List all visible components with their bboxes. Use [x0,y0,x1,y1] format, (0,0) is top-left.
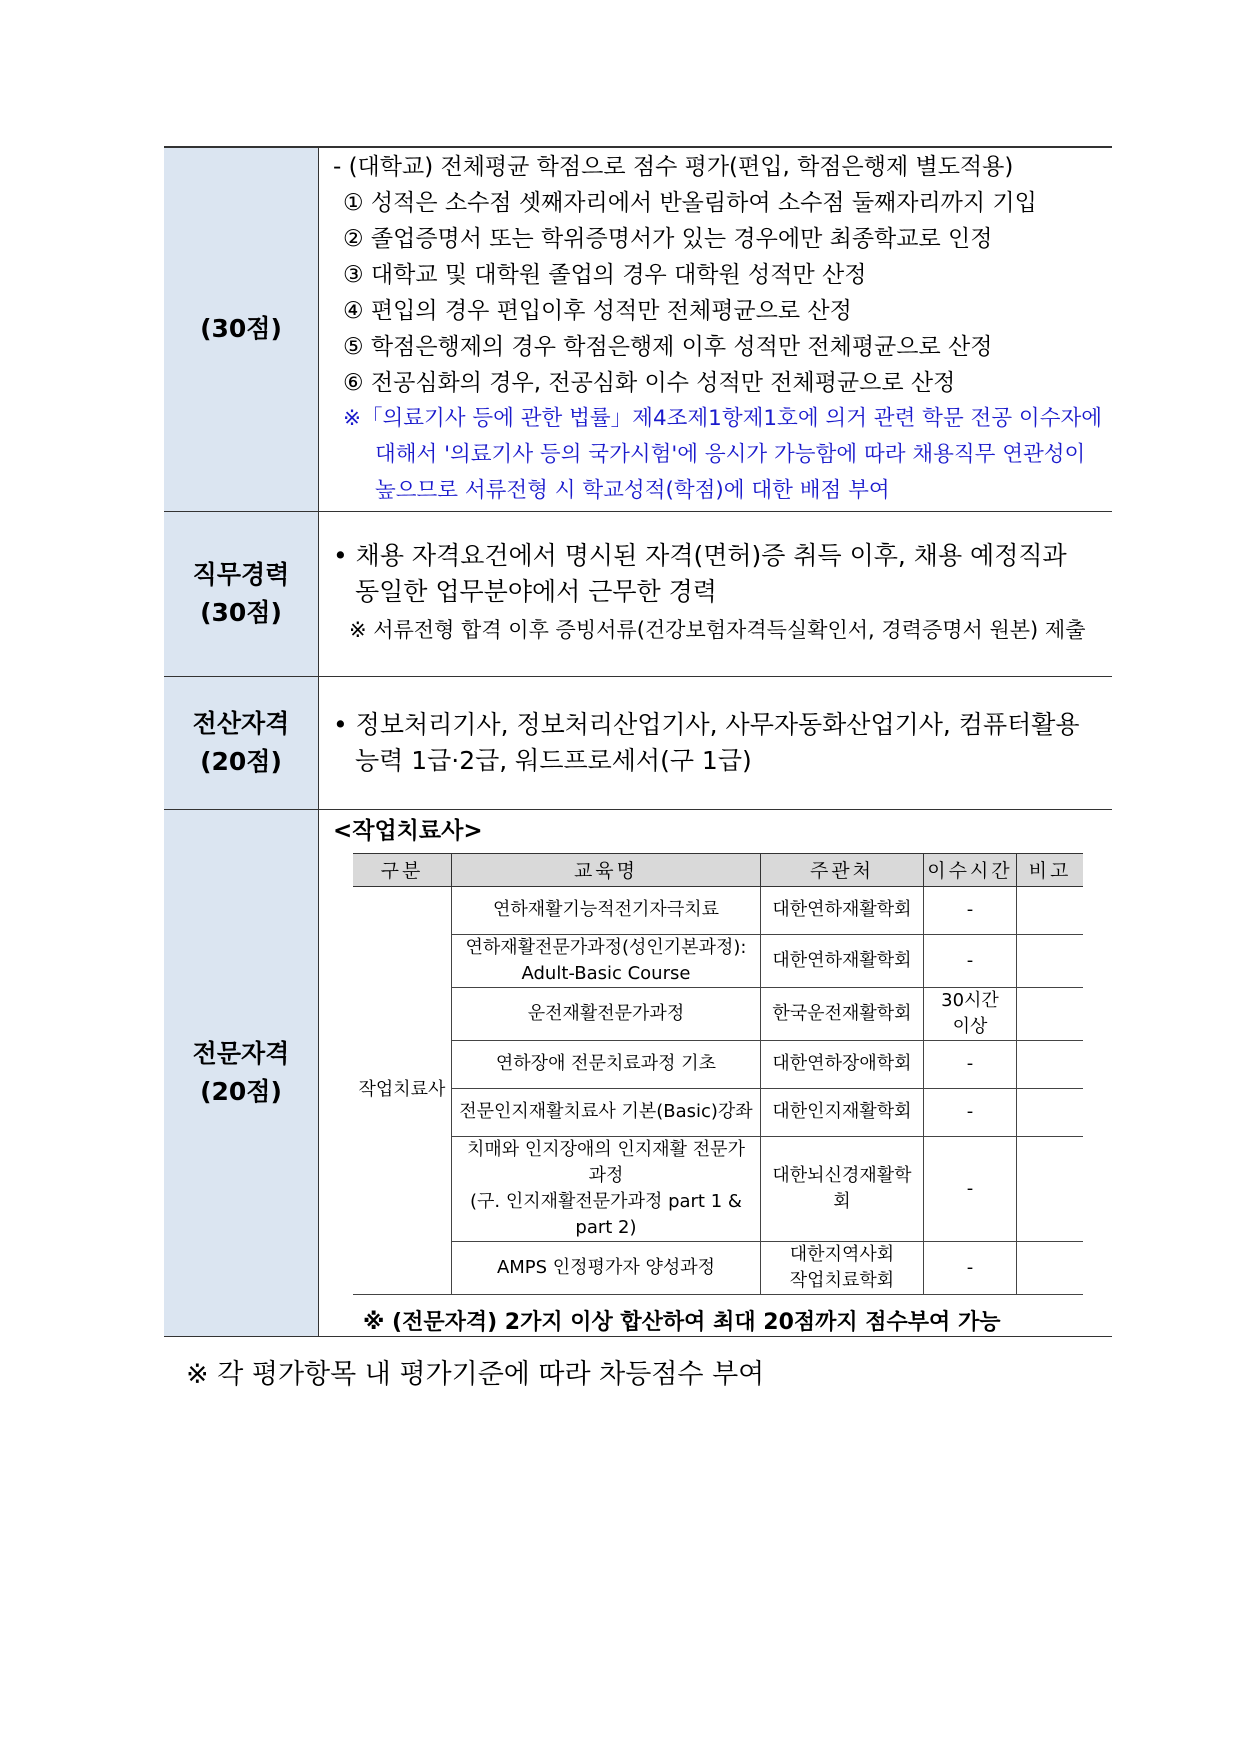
course-hours-line: - [966,1177,974,1199]
bottom-note: ※ 각 평가항목 내 평가기준에 따라 차등점수 부여 [186,1359,765,1390]
pro-row [164,809,1112,1336]
grade-points: (30점) [200,314,282,344]
bullet-icon: • [332,709,348,739]
grade-item: ③ 대학교 및 대학원 졸업의 경우 대학원 성적만 산정 [342,262,867,289]
career-bullet-text [333,538,1102,610]
grade-item: ⑤ 학점은행제의 경우 학점은행제 이후 성적만 전체평균으로 산정 [342,334,993,361]
course-org-line: 한국운전재활학회 [772,1002,912,1024]
header-category: 구분 [353,853,452,886]
career-points: (30점) [200,597,282,627]
pro-points: (20점) [200,1076,282,1106]
course-row [353,1241,1083,1294]
pro-label [164,809,318,1336]
header-org: 주관처 [760,853,923,886]
header-note: 비고 [1016,853,1083,886]
note-line: 높으므로 서류전형 시 학교성적(학점)에 대한 배점 부여 [374,478,890,504]
course-note [1016,886,1083,934]
course-note [1016,987,1083,1040]
course-org [760,1040,923,1088]
course-org [760,1088,923,1136]
course-name [451,1241,760,1294]
course-hours [923,1241,1016,1294]
course-org [760,1136,923,1241]
evaluation-criteria-table [164,146,1112,1337]
course-hours-line: - [966,1053,974,1074]
course-org [760,886,923,934]
course-hours [923,934,1016,987]
course-note [1016,1241,1083,1294]
course-name-line: 과정 [588,1164,624,1186]
grade-legal-note [333,401,1102,509]
course-hours-line: - [966,949,974,971]
note-line: 대해서 '의료기사 등의 국가시험'에 응시가 가능함에 따라 채용직무 연관성이 [374,442,1086,468]
course-org-line: 대한연하장애학회 [772,1053,912,1074]
bullet-icon: • [332,540,348,570]
course-org-line: 작업치료학회 [789,1269,895,1291]
it-title: 전산자격 [192,708,290,738]
it-content [318,676,1112,809]
course-hours-line: 30시간 [941,989,999,1011]
course-hours [923,1136,1016,1241]
grade-intro: - (대학교) 전체평균 학점으로 점수 평가(편입, 학점은행제 별도적용) [332,154,1014,181]
course-name [451,1136,760,1241]
course-hours [923,1088,1016,1136]
it-text: 정보처리기사, 정보처리산업기사, 사무자동화산업기사, 컴퓨터활용 [355,709,1080,739]
course-row [353,1136,1083,1241]
it-row [164,676,1112,809]
course-name-line: AMPS 인정평가자 양성과정 [496,1256,715,1278]
course-name-line: Adult-Basic Course [521,962,691,984]
course-hours-line: - [966,899,974,920]
grade-label [164,147,318,511]
course-name-line: 연하재활전문가과정(성인기본과정): [465,936,747,958]
pro-table-header [353,853,1083,886]
pro-content [318,809,1112,1336]
career-row [164,511,1112,676]
course-note [1016,1136,1083,1241]
course-name [451,987,760,1040]
course-row [353,1088,1083,1136]
course-row [353,987,1083,1040]
course-name [451,1040,760,1088]
course-name-line: 연하장애 전문치료과정 기초 [495,1053,717,1074]
career-title: 직무경력 [192,559,290,589]
grade-item: ④ 편입의 경우 편입이후 성적만 전체평균으로 산정 [342,298,852,325]
course-note [1016,1088,1083,1136]
it-bullet-text [333,707,1102,779]
course-name-line: 치매와 인지장애의 인지재활 전문가 [466,1138,745,1160]
it-label [164,676,318,809]
course-hours [923,987,1016,1040]
course-row [353,934,1083,987]
course-hours [923,886,1016,934]
career-content [318,511,1112,676]
course-row [353,886,1083,934]
course-org-line: 대한인지재활학회 [772,1101,912,1122]
career-text: 동일한 업무분야에서 근무한 경력 [354,576,717,606]
grade-item: ② 졸업증명서 또는 학위증명서가 있는 경우에만 최종학교로 인정 [342,226,993,253]
course-hours-line: 이상 [952,1015,988,1037]
course-name [451,934,760,987]
grade-content [318,147,1112,511]
it-text: 능력 1급·2급, 워드프로세서(구 1급) [354,745,752,775]
course-category: 작업치료사 [353,886,452,1294]
course-name-line: 전문인지재활치료사 기본(Basic)강좌 [459,1101,753,1122]
career-text: 채용 자격요건에서 명시된 자격(면허)증 취득 이후, 채용 예정직과 [355,540,1067,570]
course-note [1016,934,1083,987]
career-label [164,511,318,676]
course-org-line: 대한연하재활학회 [772,899,912,920]
pro-course-table [353,853,1083,1295]
it-points: (20점) [200,746,282,776]
course-org-line: 대한뇌신경재활학회 [772,1164,912,1212]
course-name-line: 운전재활전문가과정 [527,1002,685,1024]
course-org [760,987,923,1040]
pro-footnote: ※ (전문자격) 2가지 이상 합산하여 최대 20점까지 점수부여 가능 [362,1309,1001,1335]
course-org [760,1241,923,1294]
course-name-line: (구. 인지재활전문가과정 part 1 & part 2) [470,1190,742,1238]
pro-subhead: <작업치료사> [332,817,483,844]
grade-row [164,147,1112,511]
course-hours-line: - [966,1101,974,1122]
header-hours: 이수시간 [923,853,1016,886]
pro-title: 전문자격 [192,1038,290,1068]
career-note: ※ 서류전형 합격 이후 증빙서류(건강보험자격득실확인서, 경력증명서 원본) 제출 [348,617,1086,642]
grade-item: ① 성적은 소수점 셋째자리에서 반올림하여 소수점 둘째자리까지 기입 [342,190,1037,217]
course-hours [923,1040,1016,1088]
course-name [451,886,760,934]
course-org [760,934,923,987]
course-row [353,1040,1083,1088]
course-note [1016,1040,1083,1088]
header-course: 교육명 [451,853,760,886]
grade-item: ⑥ 전공심화의 경우, 전공심화 이수 성적만 전체평균으로 산정 [342,370,956,397]
course-hours-line: - [966,1256,974,1278]
course-name-line: 연하재활기능적전기자극치료 [492,899,719,920]
course-org-line: 대한연하재활학회 [772,949,912,971]
note-line: ※「의료기사 등에 관한 법률」제4조제1항제1호에 의거 관련 학문 전공 이수자에 [342,406,1102,432]
course-name [451,1088,760,1136]
course-org-line: 대한지역사회 [789,1243,895,1265]
